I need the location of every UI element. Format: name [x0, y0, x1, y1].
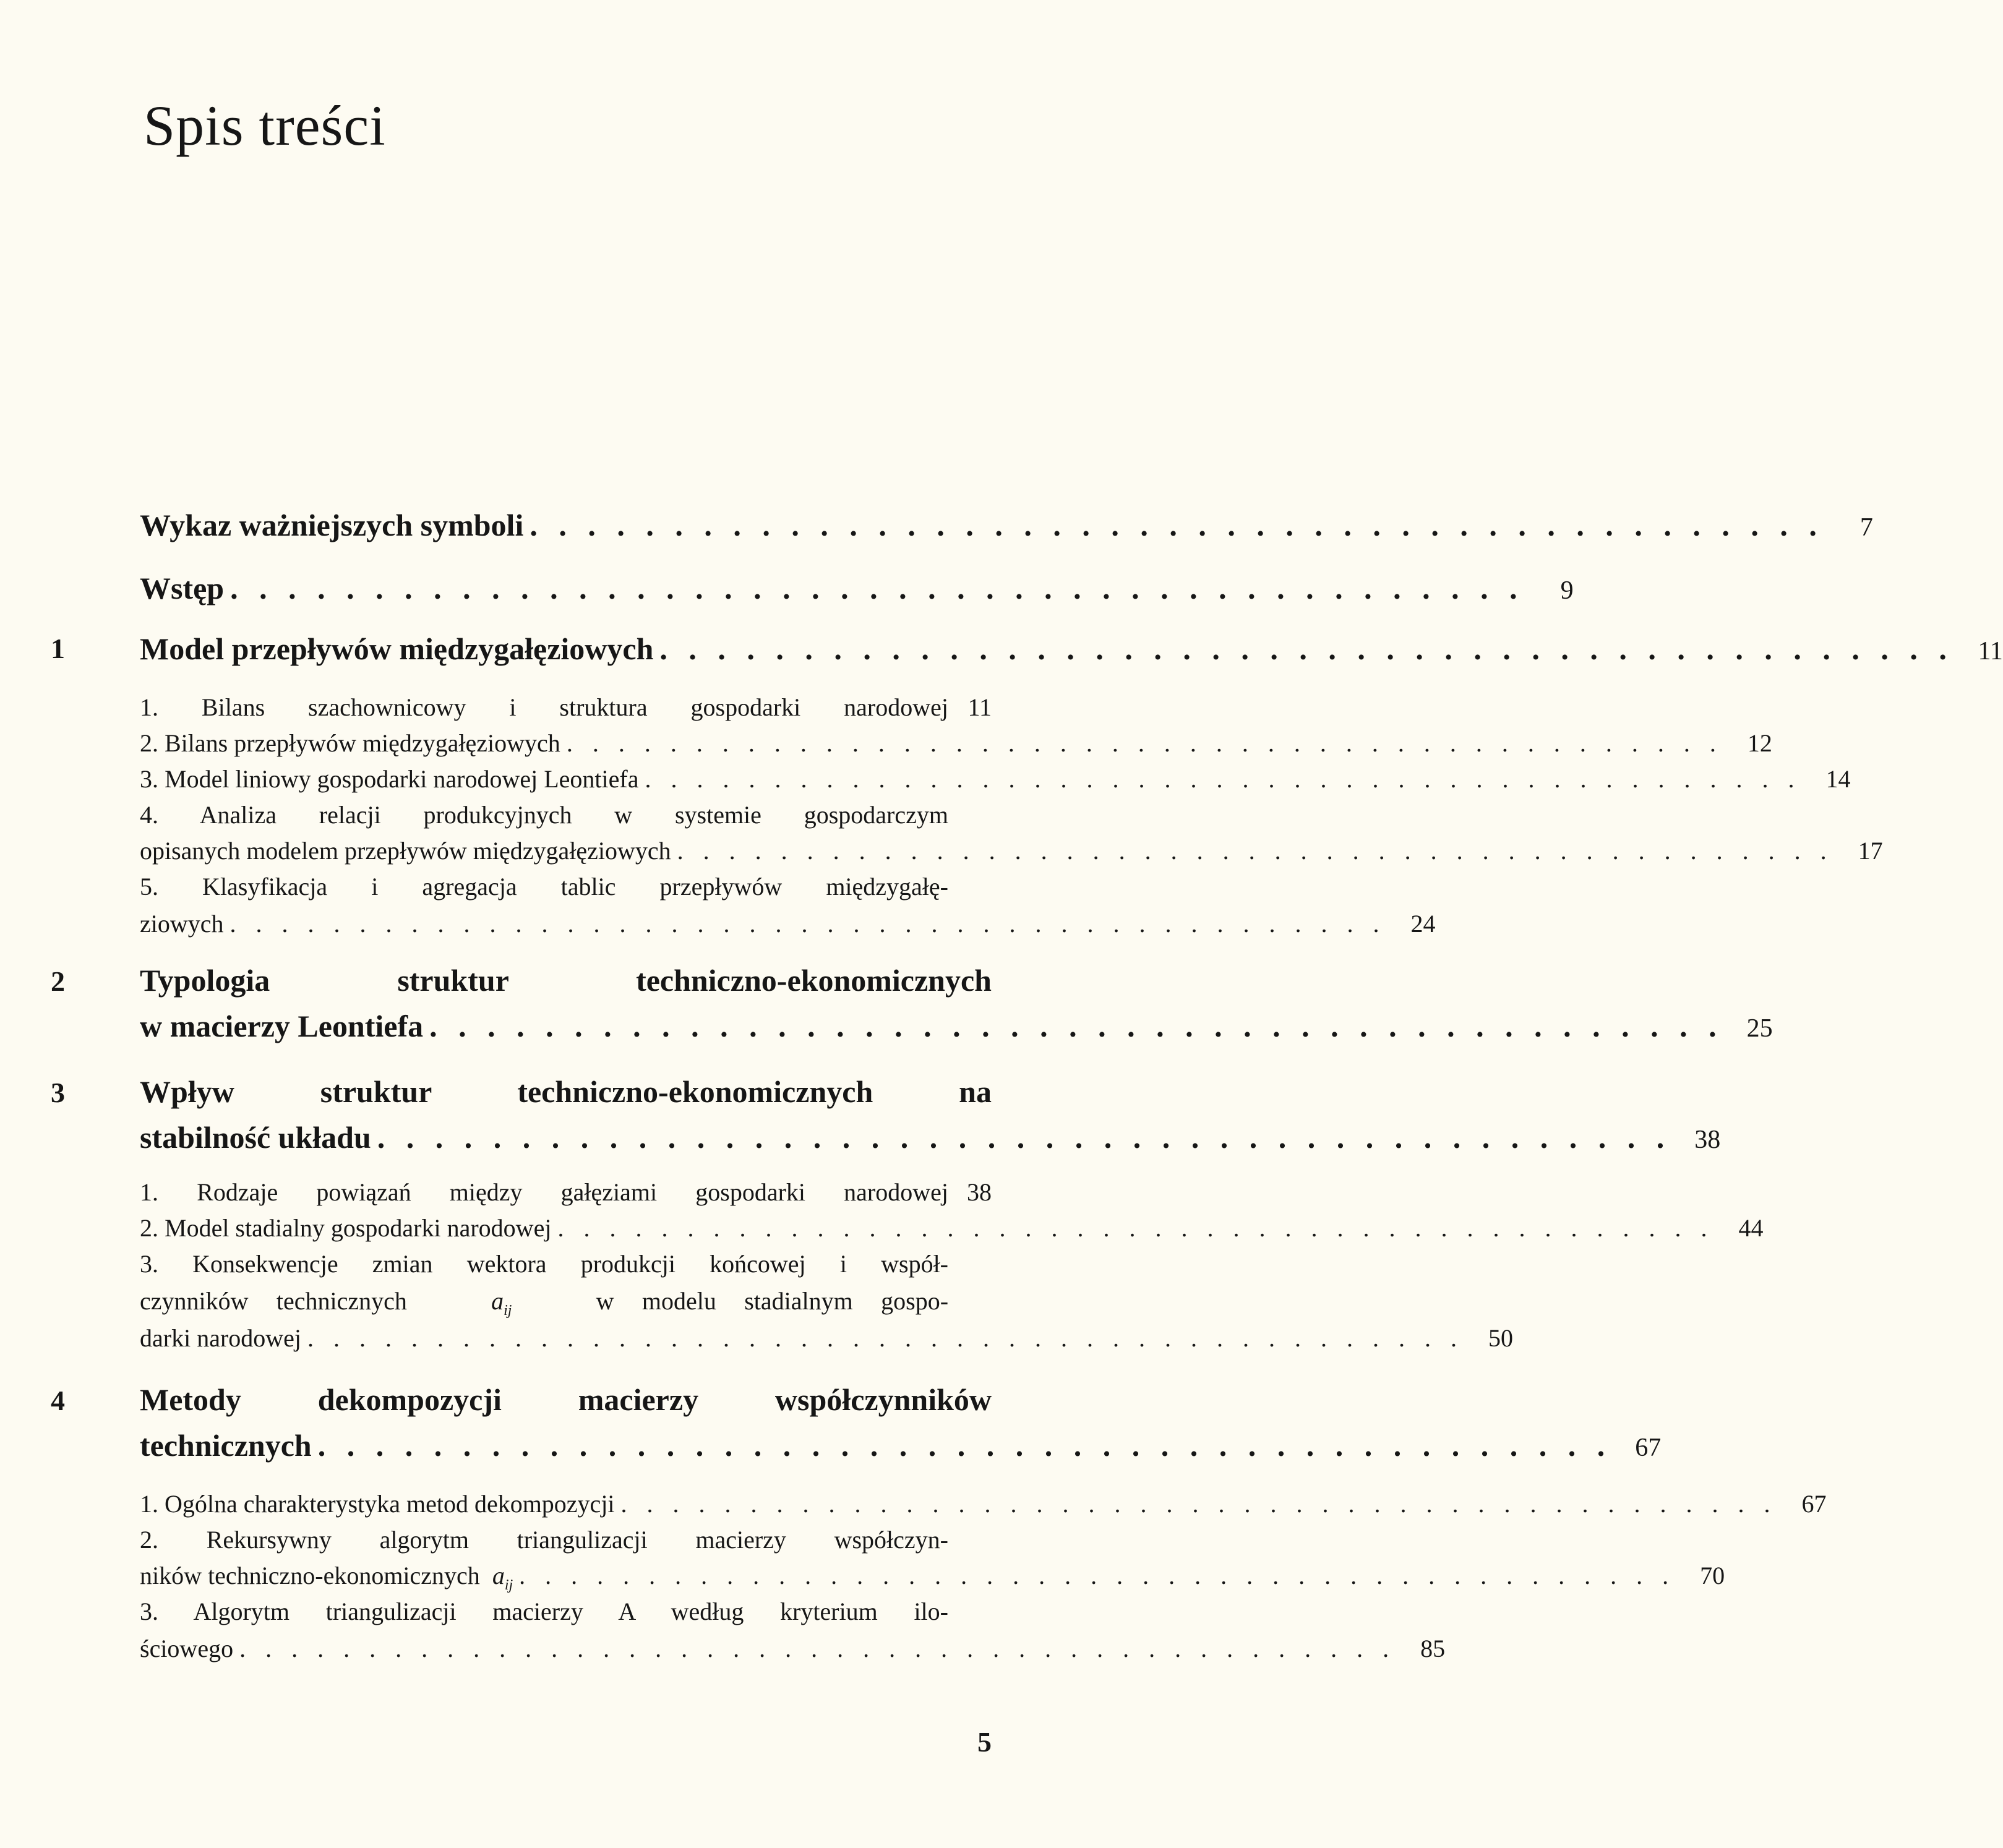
- entry-title: Wykaz ważniejszych symboli: [140, 508, 524, 542]
- page-number: 44: [1738, 1214, 1764, 1242]
- toc-section-3-2[interactable]: [140, 1213, 1764, 1243]
- page-number: 25: [1746, 1014, 1773, 1043]
- toc-section-3-3-line2[interactable]: [140, 1286, 992, 1319]
- chapter-number: 3: [51, 1077, 65, 1108]
- variable-a: a: [491, 1287, 504, 1315]
- entry-title-cont: ników techniczno-ekonomicznych $a_{ij}$: [140, 1562, 513, 1593]
- entry-title: 3. Algorytm triangulizacji macierzy A według kryterium ilo-: [140, 1598, 948, 1625]
- page-number: 38: [1694, 1126, 1721, 1154]
- page-number: 17: [1858, 837, 1883, 865]
- toc-chapter-1[interactable]: [140, 631, 2003, 667]
- entry-title-cont: ziowych: [140, 910, 224, 938]
- toc-section-4-3-line2[interactable]: [140, 1634, 1446, 1663]
- toc-chapter-4-line1[interactable]: [140, 1382, 992, 1418]
- entry-title-cont: ściowego: [140, 1635, 234, 1662]
- chapter-number: 4: [51, 1385, 65, 1416]
- leader-dots: . . . . . . . . . . . . . . . . . . . . . . . . . . . . . . . . . . . . . . . . . . . . .: [566, 729, 1723, 757]
- leader-dots: . . . . . . . . . . . . . . . . . . . . . . . . . . . . . . . . . . . . . . . . . . . . .: [620, 1490, 1777, 1518]
- entry-title-cont: opisanych modelem przepływów międzygałęziowych: [140, 837, 671, 865]
- toc-section-1-1[interactable]: [140, 693, 992, 722]
- entry-title: 2. Rekursywny algorytm triangulizacji macierzy współczyn-: [140, 1526, 948, 1554]
- toc-section-1-4-line1[interactable]: [140, 800, 992, 829]
- entry-title: Wstęp: [140, 571, 225, 605]
- entry-title-cont: technicznych: [140, 1428, 312, 1463]
- entry-title: 5. Klasyfikacja i agregacja tablic przepływów międzygałę-: [140, 873, 948, 900]
- leader-dots: . . . . . . . . . . . . . . . . . . . . . . . . . . . . . . . . . . . . . . . . . . . . .: [317, 1428, 1612, 1463]
- toc-section-3-3-line3[interactable]: [140, 1324, 1514, 1353]
- entry-title: Metody dekompozycji macierzy współczynników: [140, 1382, 992, 1417]
- toc-section-1-3[interactable]: [140, 764, 1851, 794]
- toc-chapter-3-line2[interactable]: [140, 1119, 1721, 1155]
- toc-section-4-2-line2[interactable]: [140, 1561, 1725, 1594]
- entry-title: 1. Rodzaje powiązań między gałęziami gospodarki narodowej: [140, 1178, 948, 1206]
- leader-dots: . . . . . . . . . . . . . . . . . . . . . . . . . . . . . . . . . . . . . . . . . . . . .: [659, 631, 1954, 666]
- leader-dots: . . . . . . . . . . . . . . . . . . . . . . . . . . . . . . . . . . . . . . . . . . . . .: [229, 910, 1386, 938]
- entry-title-cont: darki narodowej: [140, 1324, 302, 1352]
- leader-dots: . . . . . . . . . . . . . . . . . . . . . . . . . . . . . . . . . . . . . . . . . . . . .: [230, 571, 1524, 605]
- page-number: 11: [1978, 637, 2003, 665]
- variable-a: a: [492, 1562, 505, 1589]
- page-number: 67: [1801, 1490, 1827, 1518]
- leader-dots: . . . . . . . . . . . . . . . . . . . . . . . . . . . . . . . . . . . . . . . . . . . . .: [377, 1120, 1671, 1155]
- toc-section-1-4-line2[interactable]: [140, 836, 1883, 865]
- page-number: 85: [1420, 1635, 1446, 1662]
- entry-title: 2. Bilans przepływów międzygałęziowych: [140, 729, 560, 757]
- toc-chapter-4-line2[interactable]: [140, 1427, 1662, 1463]
- toc-entry-introduction[interactable]: [140, 570, 1574, 606]
- toc-section-3-1[interactable]: [140, 1178, 992, 1207]
- entry-title: 3. Model liniowy gospodarki narodowej Leontiefa: [140, 765, 639, 793]
- chapter-number: 2: [51, 965, 65, 997]
- variable-subscript: ij: [504, 1303, 512, 1319]
- page-number: 11: [967, 693, 992, 721]
- entry-title: Model przepływów międzygałęziowych: [140, 631, 654, 666]
- leader-dots: . . . . . . . . . . . . . . . . . . . . . . . . . . . . . . . . . . . . . . . . . . . . .: [519, 1562, 1676, 1589]
- page-number: 24: [1410, 910, 1436, 938]
- entry-title-cont: czynników technicznych $a_{ij}$ w modelu stadialnym gospo-: [140, 1287, 949, 1319]
- entry-title: Wpływ struktur techniczno-ekonomicznych na: [140, 1074, 992, 1109]
- page-number: 38: [967, 1178, 992, 1206]
- toc-section-4-1[interactable]: [140, 1489, 1827, 1518]
- entry-title: 2. Model stadialny gospodarki narodowej: [140, 1214, 552, 1242]
- leader-dots: . . . . . . . . . . . . . . . . . . . . . . . . . . . . . . . . . . . . . . . . . . . . .: [307, 1324, 1464, 1352]
- entry-title: 1. Ogólna charakterystyka metod dekompozycji: [140, 1490, 615, 1518]
- toc-section-1-5-line2[interactable]: [140, 909, 1436, 938]
- page-title: Spis treści: [144, 94, 386, 157]
- page-number: 12: [1747, 729, 1772, 757]
- entry-title: Typologia struktur techniczno-ekonomicznych: [140, 963, 992, 998]
- toc-section-3-3-line1[interactable]: [140, 1249, 992, 1278]
- leader-dots: . . . . . . . . . . . . . . . . . . . . . . . . . . . . . . . . . . . . . . . . . . . . .: [429, 1009, 1723, 1043]
- entry-title: 1. Bilans szachownicowy i struktura gospodarki narodowej: [140, 693, 948, 721]
- page-number: 50: [1488, 1324, 1514, 1352]
- entry-title-cont: w macierzy Leontiefa: [140, 1009, 424, 1043]
- toc-section-1-2[interactable]: [140, 729, 1772, 758]
- leader-dots: . . . . . . . . . . . . . . . . . . . . . . . . . . . . . . . . . . . . . . . . . . . . .: [645, 765, 1801, 793]
- entry-title: 4. Analiza relacji produkcyjnych w systemie gospodarczym: [140, 801, 948, 829]
- leader-dots: . . . . . . . . . . . . . . . . . . . . . . . . . . . . . . . . . . . . . . . . . . . . .: [530, 508, 1824, 542]
- page-number: 70: [1700, 1562, 1725, 1589]
- entry-title: 3. Konsekwencje zmian wektora produkcji końcowej i współ-: [140, 1250, 948, 1278]
- page-number: 9: [1560, 576, 1574, 605]
- toc-entry-symbols[interactable]: [140, 507, 1873, 543]
- page-number: 14: [1825, 765, 1851, 793]
- page-folio-number: 5: [977, 1726, 992, 1758]
- toc-section-4-3-line1[interactable]: [140, 1597, 992, 1626]
- page-number: 7: [1859, 513, 1873, 542]
- toc-chapter-2-line1[interactable]: [140, 962, 992, 998]
- toc-chapter-2-line2[interactable]: [140, 1008, 1773, 1044]
- toc-section-4-2-line1[interactable]: [140, 1525, 992, 1554]
- leader-dots: . . . . . . . . . . . . . . . . . . . . . . . . . . . . . . . . . . . . . . . . . . . . .: [239, 1635, 1396, 1662]
- entry-title-cont: stabilność układu: [140, 1120, 371, 1155]
- page-number: 67: [1635, 1434, 1662, 1462]
- variable-subscript: ij: [504, 1577, 513, 1593]
- toc-section-1-5-line1[interactable]: [140, 872, 992, 901]
- leader-dots: . . . . . . . . . . . . . . . . . . . . . . . . . . . . . . . . . . . . . . . . . . . . .: [677, 837, 1834, 865]
- chapter-number: 1: [51, 633, 65, 664]
- toc-chapter-3-line1[interactable]: [140, 1074, 992, 1110]
- leader-dots: . . . . . . . . . . . . . . . . . . . . . . . . . . . . . . . . . . . . . . . . . . . . .: [557, 1214, 1714, 1242]
